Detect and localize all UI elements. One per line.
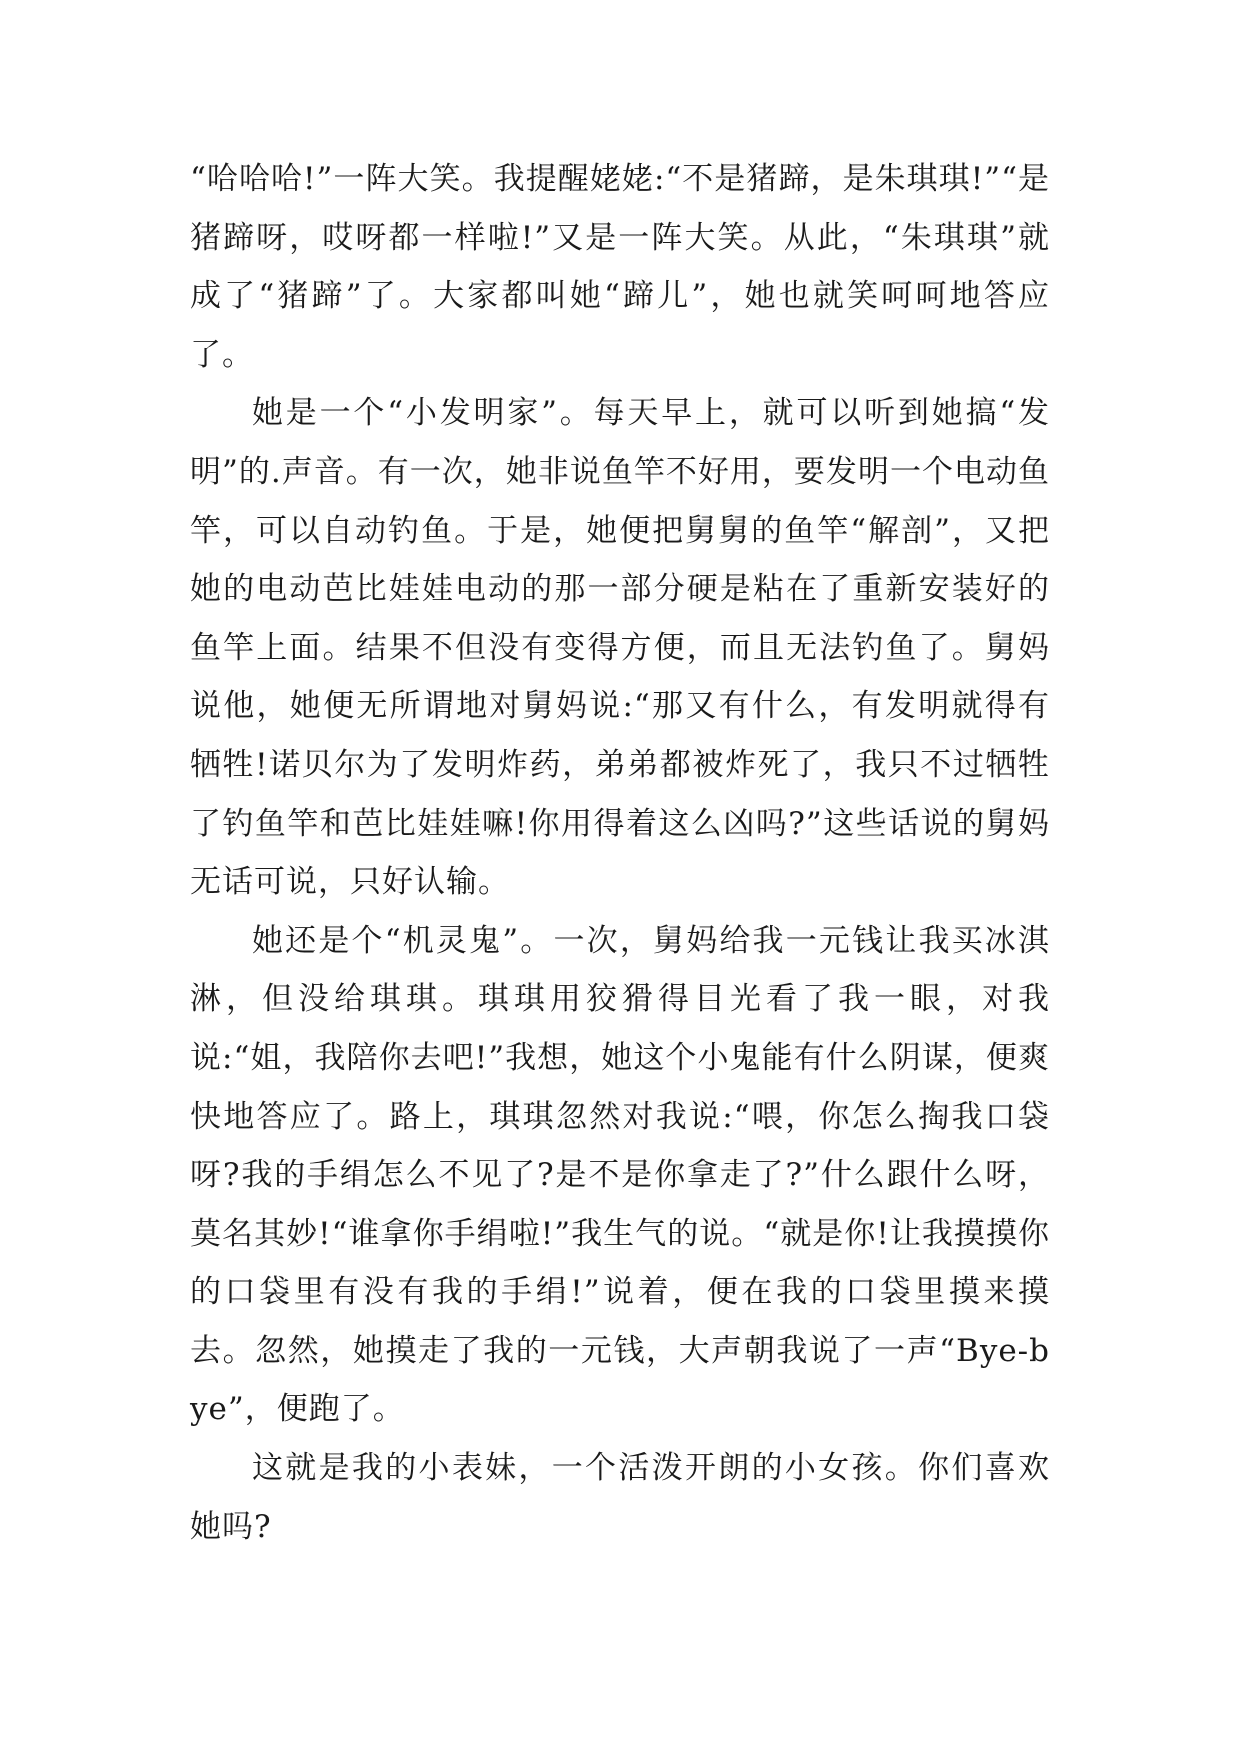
paragraph-4: 这就是我的小表妹，一个活泼开朗的小女孩。你们喜欢她吗? [190, 1450, 1050, 1545]
paragraph-1: “哈哈哈!”一阵大笑。我提醒姥姥:“不是猪蹄，是朱琪琪!”“是猪蹄呀，哎呀都一样啦!”又是一阵大笑。从此，“朱琪琪”就成了“猪蹄”了。大家都叫她“蹄儿”，她也就笑呵呵地答应了。 [190, 161, 1050, 373]
paragraph-2: 她是一个“小发明家”。每天早上，就可以听到她搞“发明”的.声音。有一次，她非说鱼竿不好用，要发明一个电动鱼竿，可以自动钓鱼。于是，她便把舅舅的鱼竿“解剖”，又把她的电动芭比娃娃电动的那一部分硬是粘在了重新安装好的鱼竿上面。结果不但没有变得方便，而且无法钓鱼了。舅妈说他，她便无所谓地对舅妈说:“那又有什么，有发明就得有牺牲!诺贝尔为了发明炸药，弟弟都被炸死了，我只不过牺牲了钓鱼竿和芭比娃娃嘛!你用得着这么凶吗?”这些话说的舅妈无话可说，只好认输。 [190, 395, 1050, 901]
document-page [190, 150, 1050, 1556]
paragraph-3: 她还是个“机灵鬼”。一次，舅妈给我一元钱让我买冰淇淋，但没给琪琪。琪琪用狡猾得目光看了我一眼，对我说:“姐，我陪你去吧!”我想，她这个小鬼能有什么阴谋，便爽快地答应了。路上，琪琪忽然对我说:“喂，你怎么掏我口袋呀?我的手绢怎么不见了?是不是你拿走了?”什么跟什么呀，莫名其妙!“谁拿你手绢啦!”我生气的说。“就是你!让我摸摸你的口袋里有没有我的手绢!”说着，便在我的口袋里摸来摸去。忽然，她摸走了我的一元钱，大声朝我说了一声“Bye-bye”，便跑了。 [190, 922, 1050, 1428]
